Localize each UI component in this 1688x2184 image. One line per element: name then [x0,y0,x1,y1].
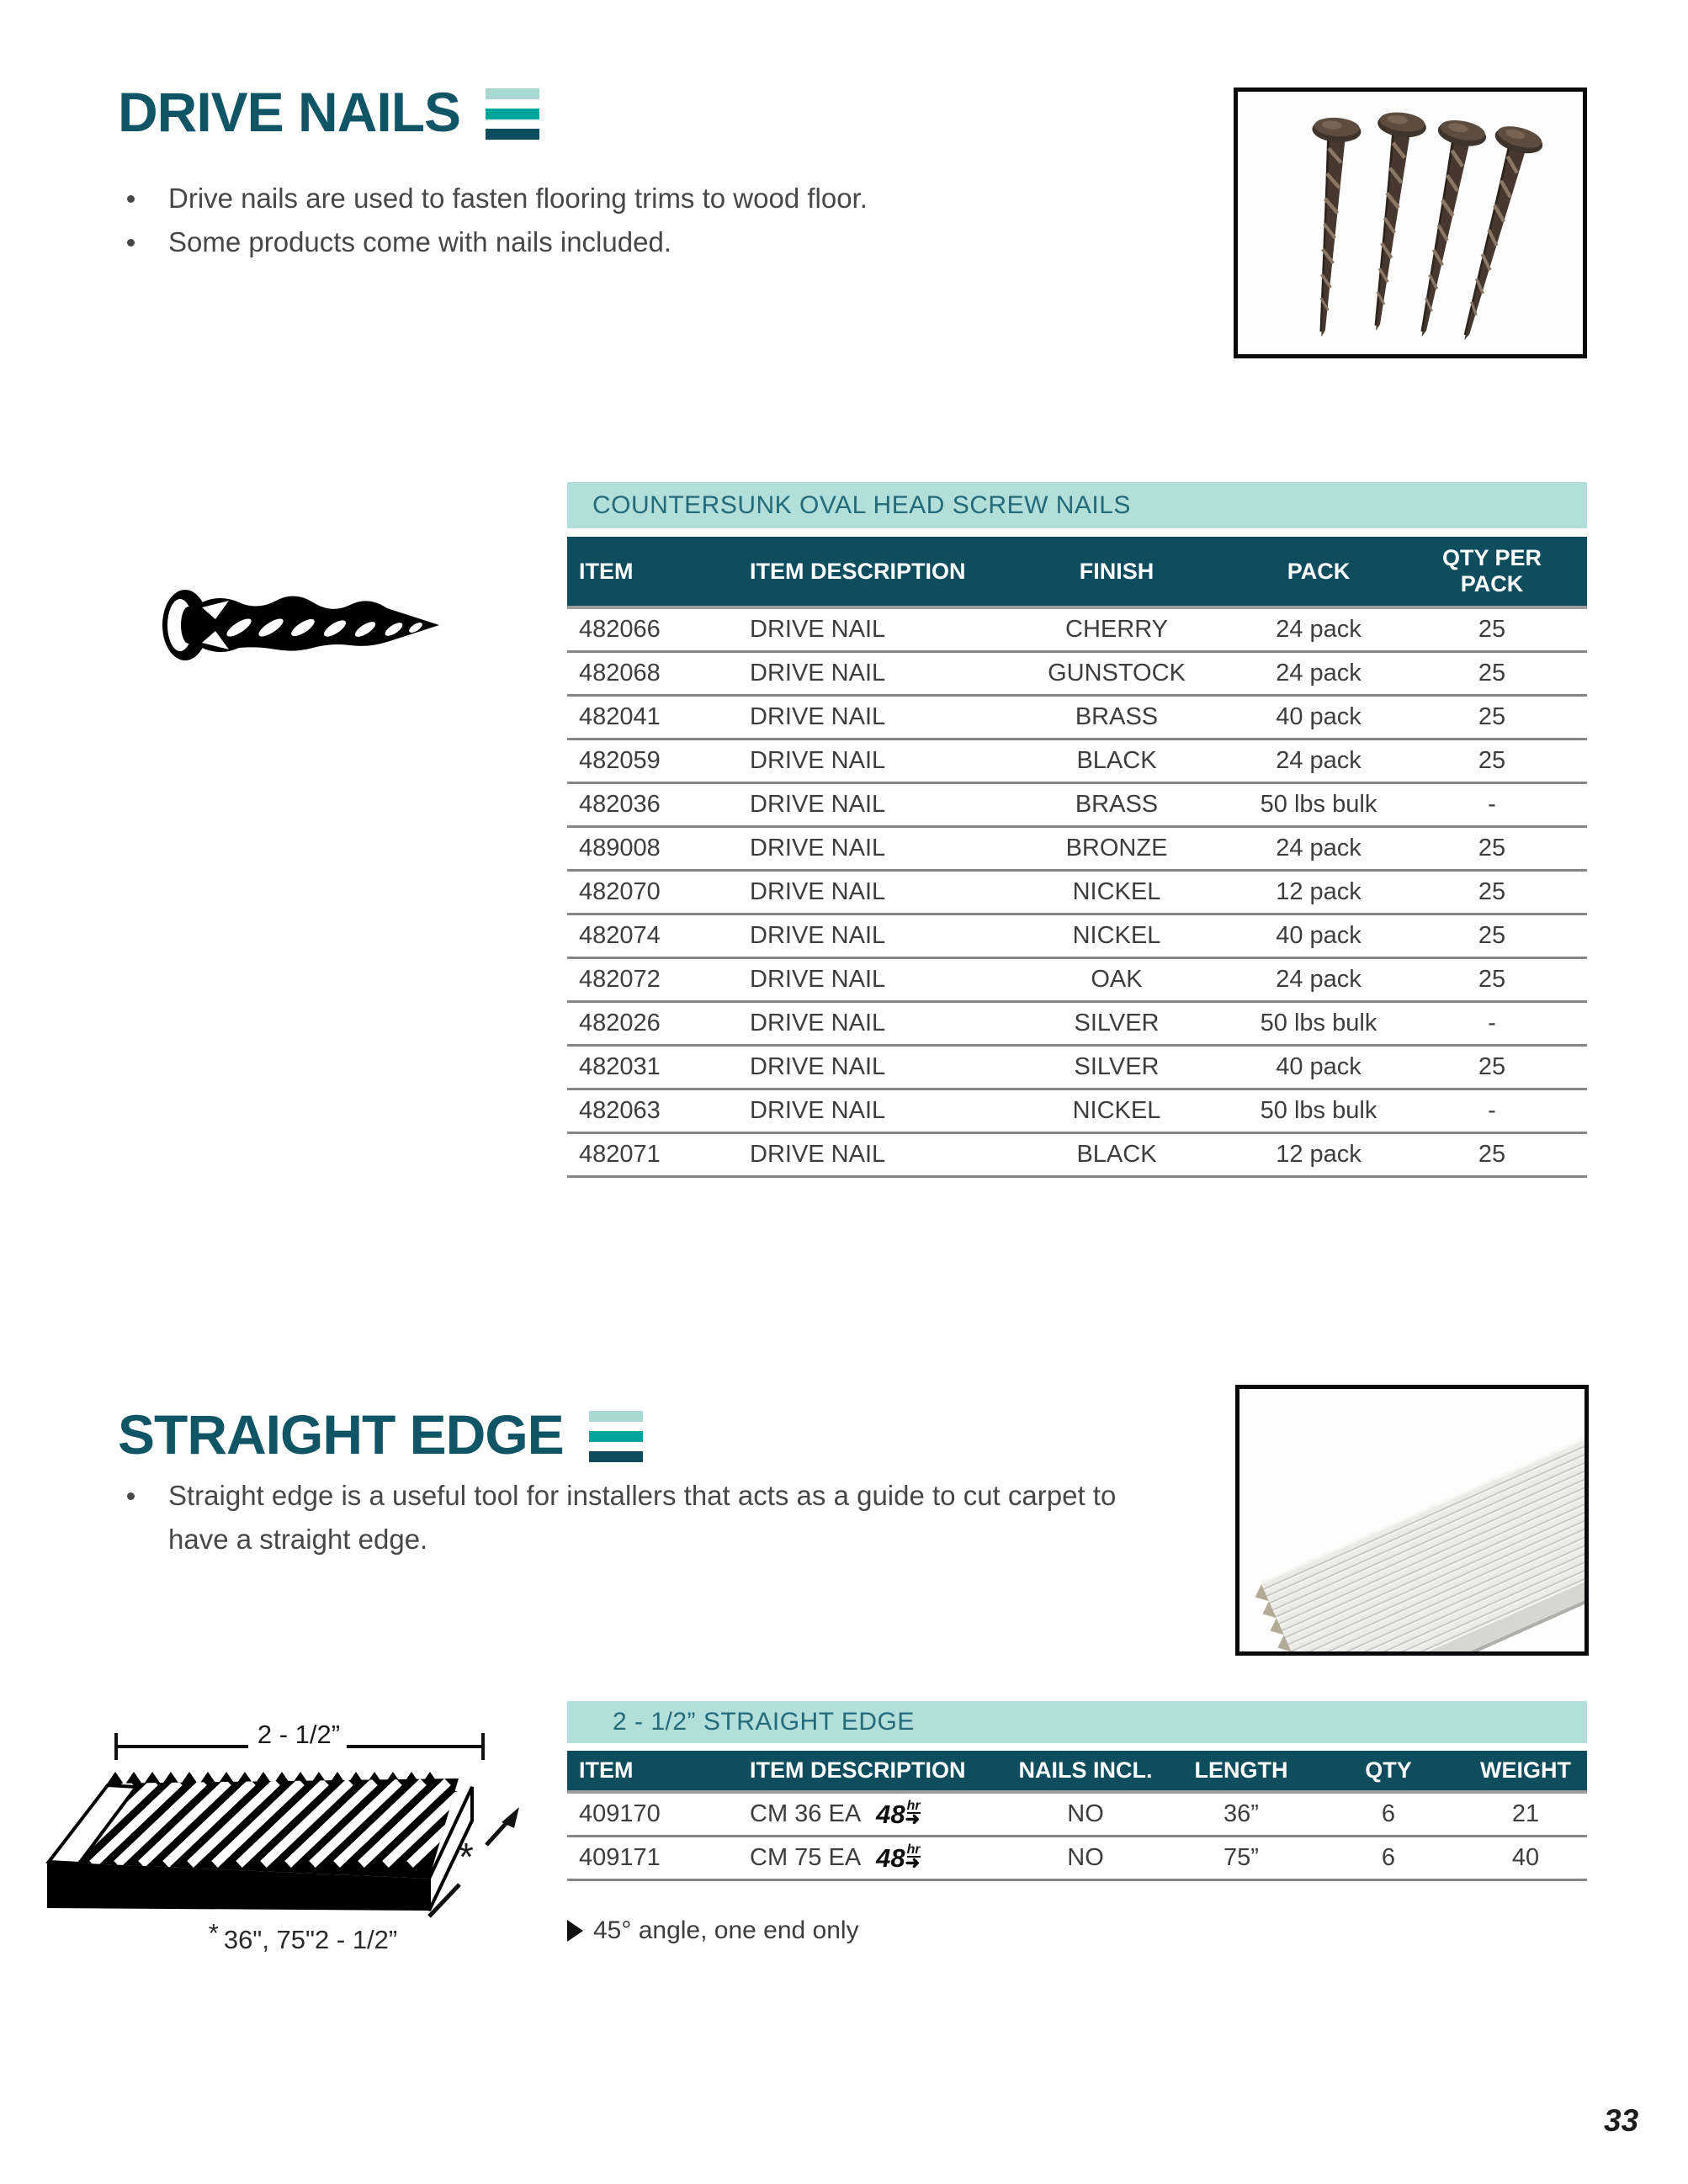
table-row [567,1002,1587,1046]
length-cell: 75” [1170,1837,1313,1880]
qty-cell: 25 [1397,871,1587,914]
pack-cell: 50 lbs bulk [1240,783,1397,827]
item-cell: 482036 [567,783,745,827]
table-row [567,914,1587,958]
pack-cell: 40 pack [1240,1046,1397,1089]
table-header-row [567,537,1587,607]
qty-cell: 25 [1397,1133,1587,1177]
qty-cell: - [1397,1002,1587,1046]
asterisk-marker: * [208,1918,219,1948]
pack-cell: 12 pack [1240,871,1397,914]
table-row [567,652,1587,696]
finish-cell: NICKEL [993,871,1240,914]
qty-cell: 25 [1397,958,1587,1002]
item-cell: 482072 [567,958,745,1002]
item-cell: 482059 [567,739,745,783]
qty-cell: 25 [1397,652,1587,696]
diagram-footnote-text: 36", 75"2 - 1/2” [223,1925,398,1954]
description-cell: DRIVE NAIL [745,871,993,914]
straight-edge-section-header [118,1403,643,1466]
item-cell: 482066 [567,607,745,652]
column-header: NAILS INCL. [1001,1751,1170,1792]
qty-cell: 6 [1313,1837,1464,1880]
column-header: ITEM DESCRIPTION [745,1751,1001,1792]
item-cell: 409171 [567,1837,745,1880]
finish-cell: BLACK [993,739,1240,783]
description-text: CM 36 EA [750,1800,862,1827]
description-cell [745,1837,1001,1880]
page-number: 33 [1604,2103,1639,2138]
48hr-badge-icon: 48 hr ➜ [876,1799,921,1829]
description-cell: DRIVE NAIL [745,958,993,1002]
table-row [567,739,1587,783]
asterisk-marker: * [459,1835,474,1879]
finish-cell: BRASS [993,783,1240,827]
finish-cell: CHERRY [993,607,1240,652]
weight-cell: 21 [1464,1792,1587,1837]
footnote-text: 45° angle, one end only [593,1916,859,1944]
column-header: WEIGHT [1464,1751,1587,1792]
48hr-badge-icon: 48 hr ➜ [876,1842,921,1873]
arrow-right-icon: ➜ [905,1810,921,1829]
diagram-footnote [126,1918,480,1955]
weight-cell: 40 [1464,1837,1587,1880]
table-row [567,1133,1587,1177]
drive-nails-photo [1234,87,1587,358]
table-banner: COUNTERSUNK OVAL HEAD SCREW NAILS [567,482,1587,528]
countersunk-nails-table [567,482,1587,1178]
description-cell: DRIVE NAIL [745,783,993,827]
column-header: LENGTH [1170,1751,1313,1792]
straight-edge-bullets [122,1474,1123,1561]
bullet-text: Straight edge is a useful tool for installers that acts as a guide to cut carpet to have a straight edge. [168,1480,1117,1555]
finish-cell: NICKEL [993,914,1240,958]
description-text: CM 75 EA [750,1844,862,1871]
pack-cell: 40 pack [1240,914,1397,958]
item-cell: 489008 [567,827,745,871]
item-cell: 482031 [567,1046,745,1089]
description-cell: DRIVE NAIL [745,652,993,696]
qty-cell: - [1397,783,1587,827]
list-item [122,220,1174,264]
finish-cell: OAK [993,958,1240,1002]
item-cell: 409170 [567,1792,745,1837]
page-title-drive-nails: DRIVE NAILS [118,81,461,143]
pack-cell: 50 lbs bulk [1240,1089,1397,1133]
item-cell: 482026 [567,1002,745,1046]
qty-cell: 25 [1397,914,1587,958]
page-title-straight-edge: STRAIGHT EDGE [118,1403,564,1466]
column-header: ITEM [567,537,745,607]
column-header: FINISH [993,537,1240,607]
pack-cell: 24 pack [1240,652,1397,696]
finish-cell: BRASS [993,696,1240,739]
finish-cell: BLACK [993,1133,1240,1177]
three-bars-icon [486,88,539,140]
description-cell: DRIVE NAIL [745,696,993,739]
finish-cell: NICKEL [993,1089,1240,1133]
table-row [567,827,1587,871]
qty-cell: 25 [1397,696,1587,739]
pack-cell: 40 pack [1240,696,1397,739]
description-cell: DRIVE NAIL [745,1089,993,1133]
table-banner: 2 - 1/2” STRAIGHT EDGE [567,1701,1587,1743]
item-cell: 482041 [567,696,745,739]
qty-cell: 25 [1397,827,1587,871]
table-row [567,783,1587,827]
description-cell: DRIVE NAIL [745,827,993,871]
table-header-row [567,1751,1587,1792]
bullet-dot-icon [127,239,135,246]
nails-incl-cell: NO [1001,1792,1170,1837]
item-cell: 482070 [567,871,745,914]
item-cell: 482074 [567,914,745,958]
finish-cell: SILVER [993,1002,1240,1046]
nails-incl-cell: NO [1001,1837,1170,1880]
list-item [122,1474,1123,1561]
item-cell: 482063 [567,1089,745,1133]
table-row [567,1089,1587,1133]
screw-nail-illustration [158,586,448,665]
column-header: ITEM [567,1751,745,1792]
list-item [122,177,1174,220]
description-cell: DRIVE NAIL [745,1133,993,1177]
description-cell: DRIVE NAIL [745,739,993,783]
length-cell: 36” [1170,1792,1313,1837]
table-row [567,696,1587,739]
three-bars-icon [589,1411,643,1462]
dimension-label: 2 - 1/2” [257,1720,341,1749]
qty-cell: 25 [1397,739,1587,783]
triangle-bullet-icon [567,1920,583,1942]
table-row [567,871,1587,914]
qty-cell: 6 [1313,1792,1464,1837]
table-footnote [567,1916,859,1945]
table-row [567,607,1587,652]
qty-cell: 25 [1397,1046,1587,1089]
pack-cell: 50 lbs bulk [1240,1002,1397,1046]
bullet-dot-icon [127,195,135,203]
arrow-right-icon: ➜ [905,1853,921,1873]
finish-cell: SILVER [993,1046,1240,1089]
pack-cell: 24 pack [1240,827,1397,871]
bullet-text: Some products come with nails included. [168,226,671,257]
item-cell: 482071 [567,1133,745,1177]
qty-cell: 25 [1397,607,1587,652]
finish-cell: BRONZE [993,827,1240,871]
table-row [567,958,1587,1002]
bullet-dot-icon [127,1492,135,1500]
pack-cell: 12 pack [1240,1133,1397,1177]
description-cell: DRIVE NAIL [745,914,993,958]
straight-edge-table [567,1701,1587,1881]
column-header: QTY [1313,1751,1464,1792]
table-row [567,1837,1587,1880]
pack-cell: 24 pack [1240,607,1397,652]
item-cell: 482068 [567,652,745,696]
straight-edge-diagram [34,1708,539,1985]
description-cell: DRIVE NAIL [745,1046,993,1089]
column-header: PACK [1240,537,1397,607]
straight-edge-photo [1235,1385,1589,1656]
straight-edge-photo-graphic [1239,1389,1584,1651]
column-header: ITEM DESCRIPTION [745,537,993,607]
pack-cell: 24 pack [1240,739,1397,783]
pack-cell: 24 pack [1240,958,1397,1002]
description-cell [745,1792,1001,1837]
description-cell: DRIVE NAIL [745,1002,993,1046]
table-row [567,1792,1587,1837]
drive-nails-bullets [122,177,1174,264]
table-row [567,1046,1587,1089]
drive-nails-section-header [118,81,539,143]
finish-cell: GUNSTOCK [993,652,1240,696]
drive-nails-photo-graphic [1238,92,1583,354]
description-cell: DRIVE NAIL [745,607,993,652]
column-header: QTY PER PACK [1397,537,1587,607]
bullet-text: Drive nails are used to fasten flooring trims to wood floor. [168,183,868,214]
qty-cell: - [1397,1089,1587,1133]
